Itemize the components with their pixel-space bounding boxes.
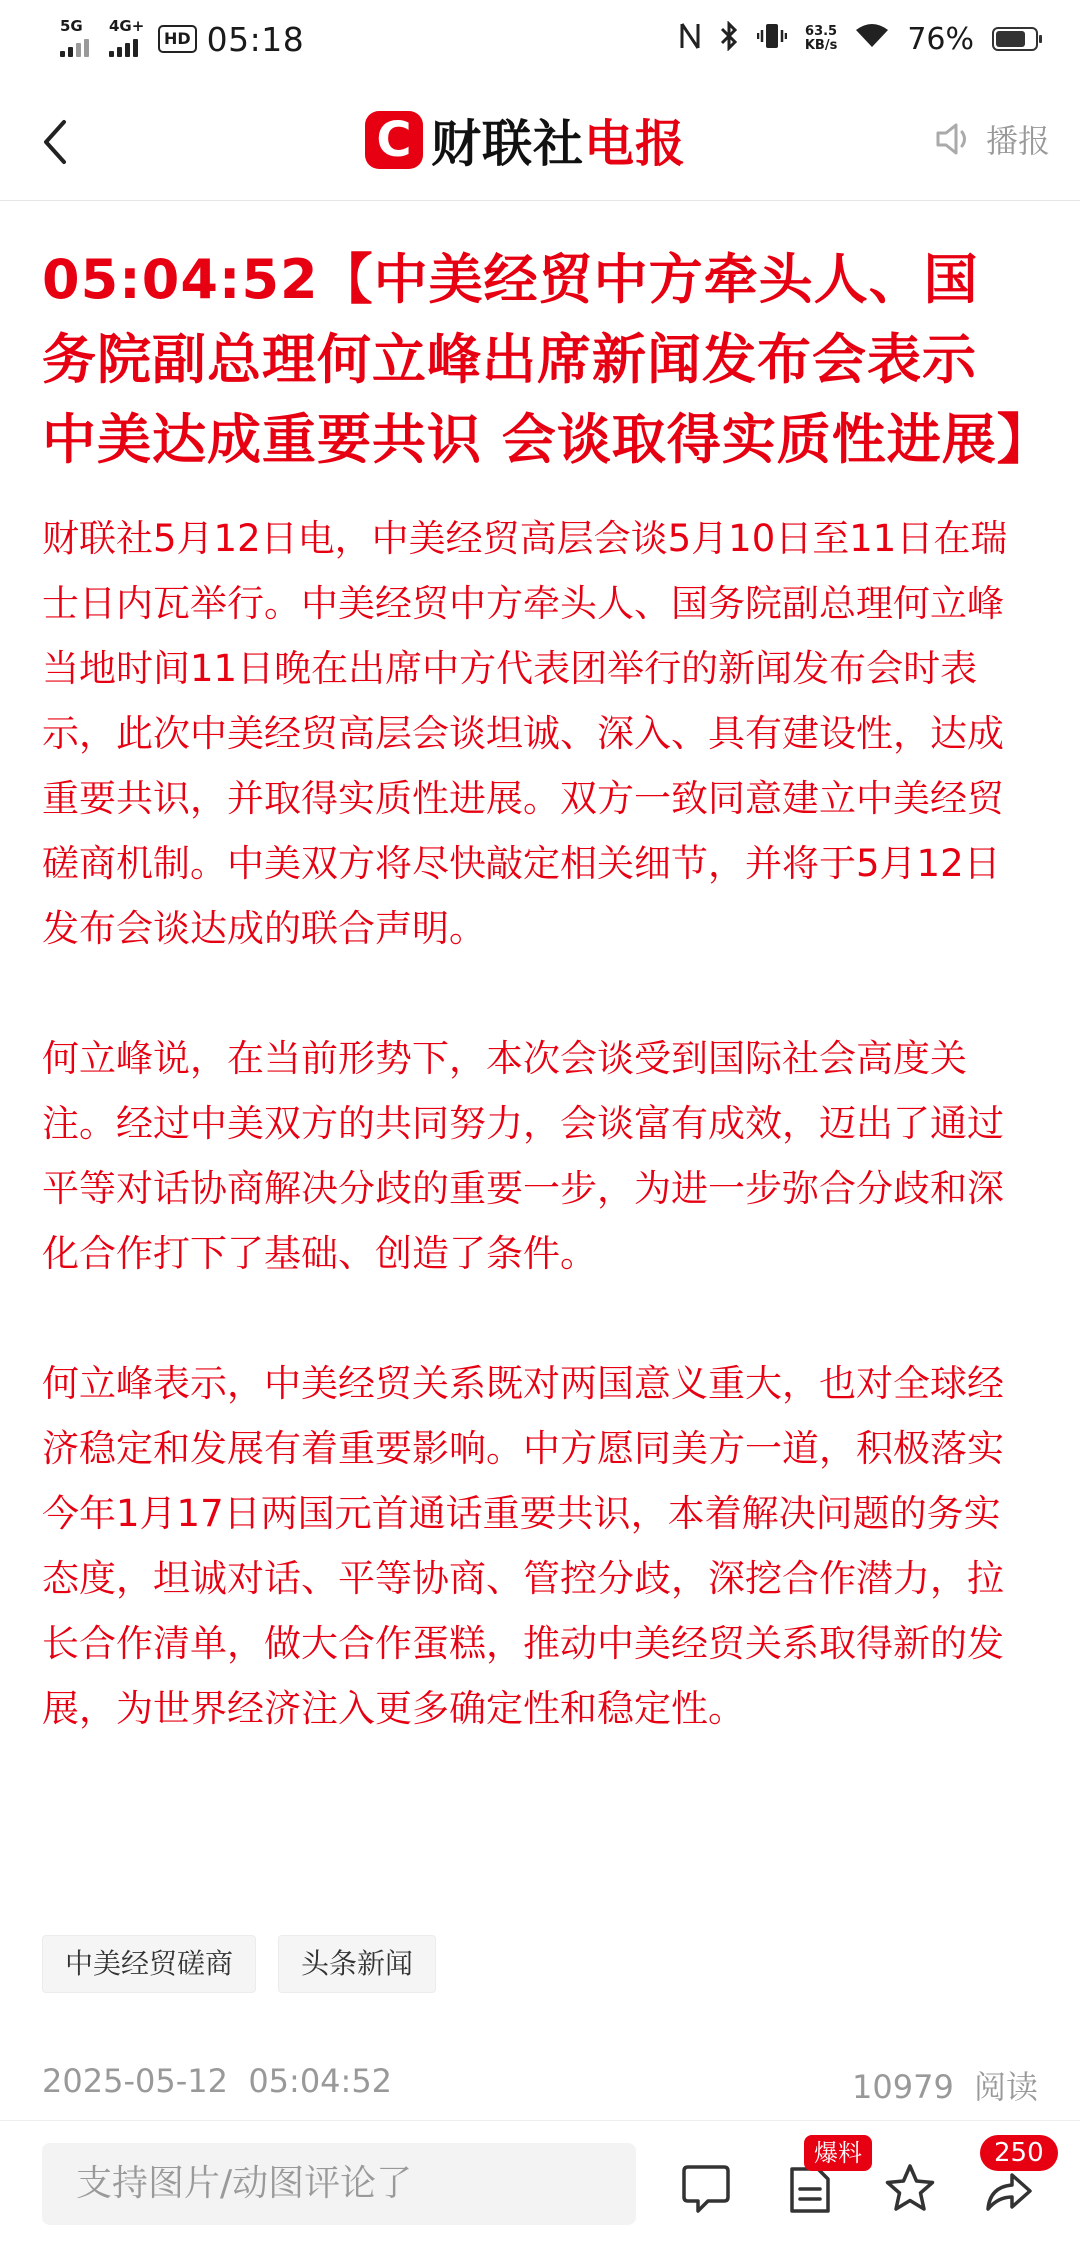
network-speed-value: 63.5 (805, 24, 838, 39)
logo-text-red: 电报 (584, 115, 686, 173)
hd-voice-icon (158, 25, 197, 53)
favorite-button[interactable] (882, 2161, 942, 2221)
status-bar-right (679, 14, 1038, 64)
comment-input[interactable]: 支持图片/动图评论了 (42, 2143, 636, 2225)
star-icon (882, 2161, 938, 2217)
bottom-bar (0, 2120, 1080, 2257)
read-count-value: 10979 (852, 2068, 954, 2106)
status-bar (0, 0, 1080, 80)
tag-item[interactable]: 中美经贸磋商 (42, 1935, 256, 1993)
status-time: 05:18 (206, 19, 305, 59)
battery-fill (996, 31, 1025, 47)
article-paragraph: 何立峰说，在当前形势下，本次会谈受到国际社会高度关注。经过中美双方的共同努力，会谈富有成效，迈出了通过平等对话协商解决分歧的重要一步，为进一步弥合分歧和深化合作打下了基础、创造了条件。 (42, 1037, 1004, 1275)
read-count-label: 阅读 (973, 2068, 1038, 2106)
signal-strength-icon-1 (60, 17, 89, 57)
article-body (42, 506, 1032, 1741)
signal-strength-icon-2 (109, 17, 145, 57)
vibrate-icon (757, 22, 787, 57)
article-title: 05:04:52【中美经贸中方牵头人、国务院副总理何立峰出席新闻发布会表示 中美达成重要共识 会谈取得实质性进展】 (42, 248, 1052, 471)
network-speed-unit: KB/s (804, 38, 838, 53)
network-type-1: 5G (60, 17, 83, 35)
article-paragraph: 财联社5月12日电，中美经贸高层会谈5月10日至11日在瑞士日内瓦举行。中美经贸中方牵头人、国务院副总理何立峰当地时间11日晚在出席中方代表团举行的新闻发布会时表示，此次中美经贸高层会谈坦诚、深入、具有建设性，达成重要共识，并取得实质性进展。双方一致同意建立中美经贸磋商机制。中美双方将尽快敲定相关细节，并将于5月12日发布会谈达成的联合声明。 (42, 517, 1008, 950)
article (42, 240, 1052, 1741)
nfc-icon (679, 22, 701, 57)
battery-percent: 76% (907, 21, 974, 57)
network-type-2: 4G+ (109, 17, 145, 35)
chevron-left-icon (36, 110, 76, 170)
read-count (852, 2062, 1038, 2108)
app-logo (365, 105, 686, 175)
tag-list (42, 1935, 436, 1993)
bluetooth-icon (719, 21, 739, 58)
publish-date: 2025-05-12 05:04:52 (42, 2062, 393, 2100)
wifi-icon (855, 23, 889, 56)
comment-button[interactable] (678, 2161, 738, 2221)
speaker-icon (934, 121, 974, 157)
network-speed (805, 25, 837, 53)
logo-text: 财联社 (431, 115, 584, 173)
broadcast-button[interactable] (934, 116, 1050, 162)
report-badge: 爆料 (804, 2135, 872, 2171)
broadcast-label: 播报 (985, 122, 1050, 160)
share-count-badge: 250 (980, 2135, 1058, 2171)
app-header (0, 80, 1080, 201)
back-button[interactable] (36, 110, 76, 170)
logo-mark: C (365, 111, 423, 169)
status-bar-left (60, 14, 304, 64)
comment-icon (678, 2161, 734, 2217)
battery-icon (992, 27, 1038, 51)
article-paragraph: 何立峰表示，中美经贸关系既对两国意义重大，也对全球经济稳定和发展有着重要影响。中方愿同美方一道，积极落实今年1月17日两国元首通话重要共识，本着解决问题的务实态度，坦诚对话、平等协商、管控分歧，深挖合作潜力，拉长合作清单，做大合作蛋糕，推动中美经贸关系取得新的发展，为世界经济注入更多确定性和稳定性。 (42, 1362, 1004, 1730)
hd-label: HD (164, 29, 191, 48)
article-meta (42, 2062, 1038, 2106)
tag-item[interactable]: 头条新闻 (278, 1935, 436, 1993)
